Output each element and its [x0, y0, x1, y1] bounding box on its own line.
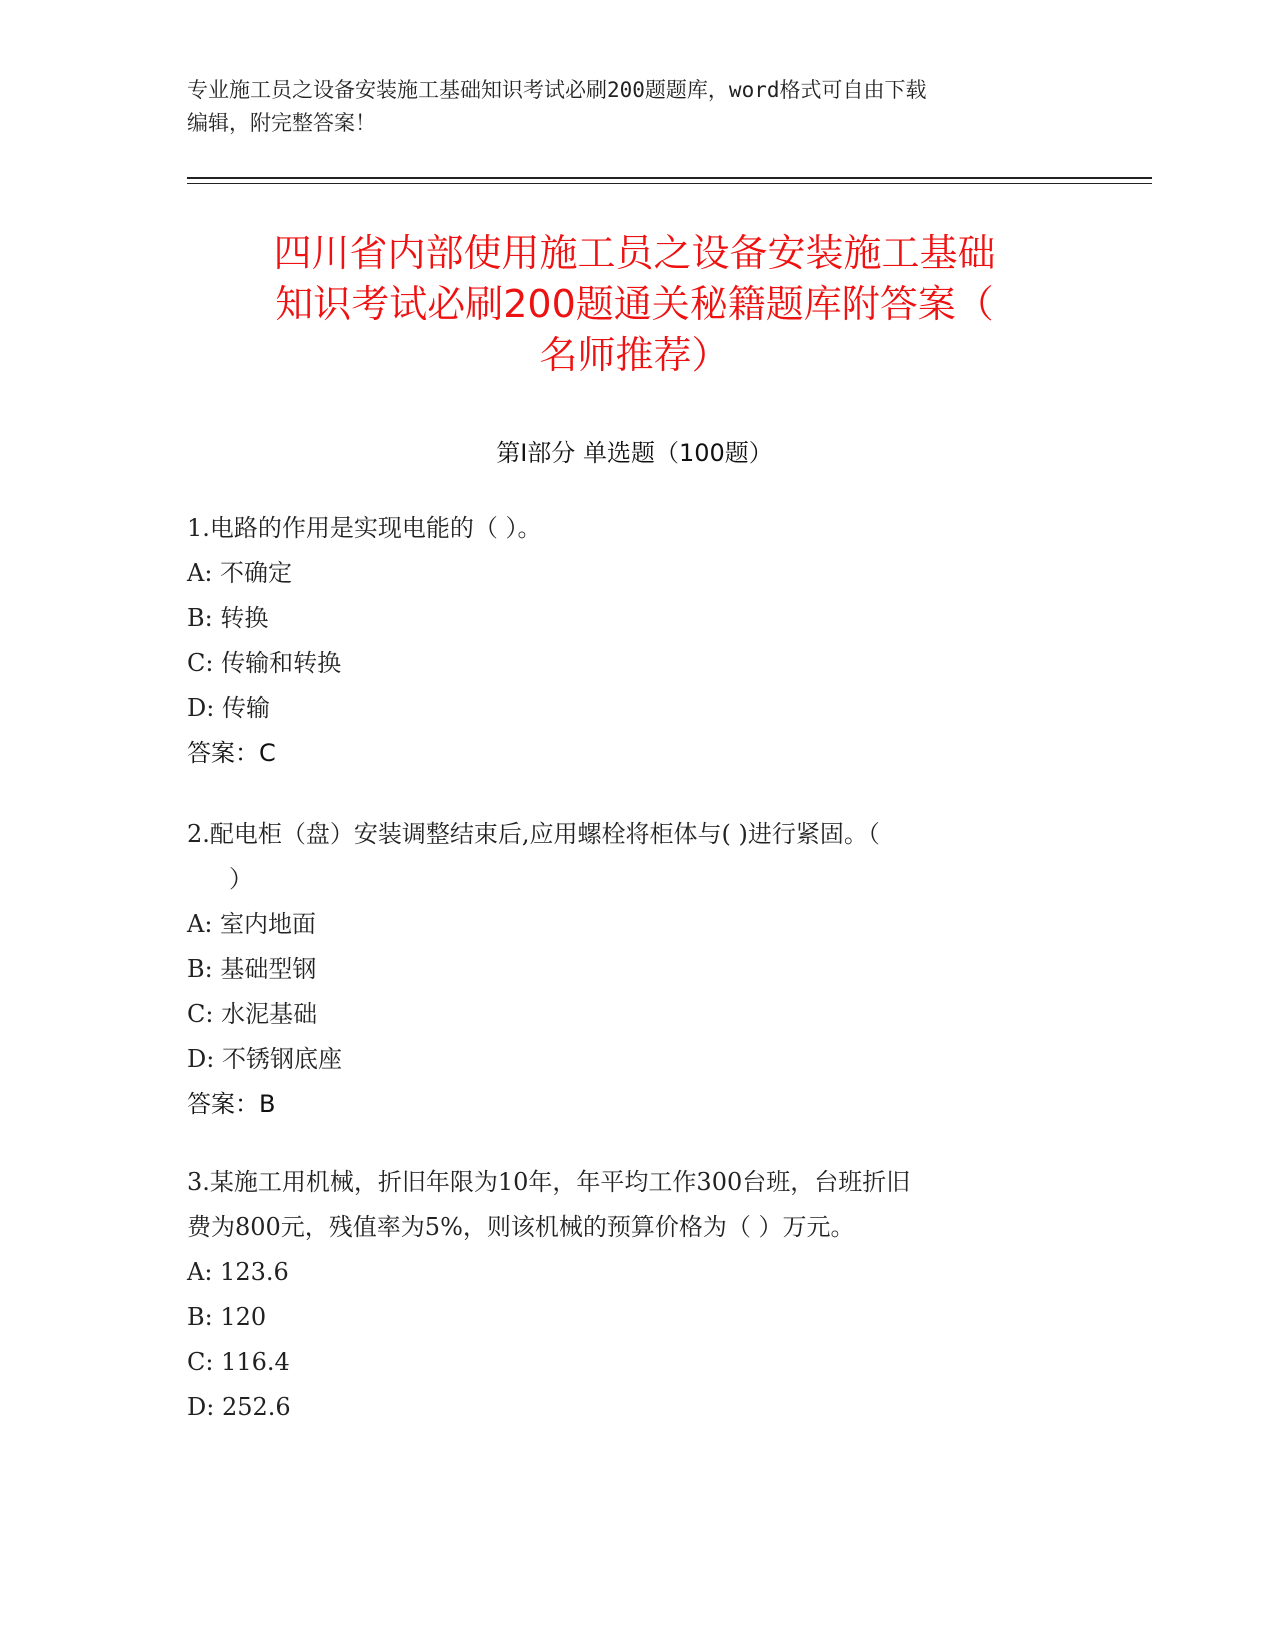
- header-divider: [187, 177, 1152, 179]
- document-title: [187, 228, 1082, 381]
- header-note-line: 编辑，附完整答案！: [187, 111, 376, 135]
- question-3: [187, 1160, 1082, 1430]
- answer: 答案：B: [187, 1090, 276, 1118]
- section-title: 第Ⅰ部分 单选题（100题）: [496, 439, 773, 467]
- option-a: A: 室内地面: [187, 910, 317, 938]
- option-d: D: 不锈钢底座: [187, 1045, 342, 1073]
- header-divider-thin: [187, 183, 1152, 184]
- option-c: C: 水泥基础: [187, 1000, 318, 1028]
- option-c: C: 传输和转换: [187, 649, 342, 677]
- option-c: C: 116.4: [187, 1348, 290, 1376]
- option-a: A: 123.6: [187, 1258, 289, 1286]
- title-line: 名师推荐）: [539, 333, 730, 377]
- answer: 答案：C: [187, 739, 276, 767]
- header-note: [187, 74, 1067, 140]
- question-2: [187, 812, 1082, 1127]
- title-line: 四川省内部使用施工员之设备安装施工基础: [273, 231, 996, 275]
- question-stem: 1.电路的作用是实现电能的（ ）。: [187, 514, 542, 542]
- option-a: A: 不确定: [187, 559, 293, 587]
- question-stem-continuation: 费为800元，残值率为5%，则该机械的预算价格为（ ）万元。: [187, 1213, 855, 1241]
- question-stem-continuation: ）: [229, 865, 253, 893]
- option-b: B: 基础型钢: [187, 955, 317, 983]
- option-b: B: 转换: [187, 604, 269, 632]
- question-1: [187, 506, 1082, 776]
- option-d: D: 252.6: [187, 1393, 291, 1421]
- option-d: D: 传输: [187, 694, 270, 722]
- option-b: B: 120: [187, 1303, 267, 1331]
- question-stem: 2.配电柜（盘）安装调整结束后,应用螺栓将柜体与( )进行紧固。（: [187, 820, 880, 848]
- title-line: 知识考试必刷200题通关秘籍题库附答案（: [275, 282, 994, 326]
- header-note-line: 专业施工员之设备安装施工基础知识考试必刷200题题库，word格式可自由下载: [187, 78, 927, 102]
- question-stem: 3.某施工用机械，折旧年限为10年，年平均工作300台班，台班折旧: [187, 1168, 911, 1196]
